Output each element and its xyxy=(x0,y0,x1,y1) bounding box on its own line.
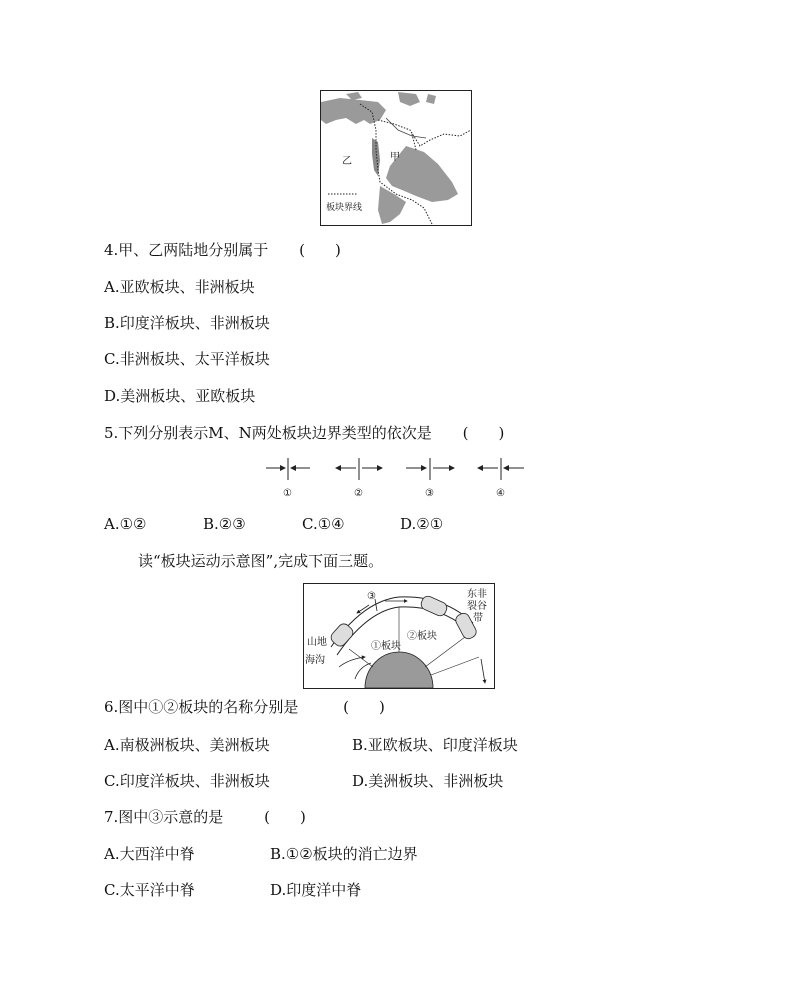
question-5-blank: ( ) xyxy=(462,424,505,442)
question-6-option-d: D.美洲板块、非洲板块 xyxy=(352,772,504,790)
boundary-label-1: ① xyxy=(283,488,292,499)
question-7-text: 7.图中③示意的是 xyxy=(104,808,224,826)
question-7-blank: ( ) xyxy=(264,808,306,826)
plate-motion-figure xyxy=(303,583,495,689)
boundary-label-3: ③ xyxy=(425,488,434,499)
question-6-text: 6.图中①②板块的名称分别是 xyxy=(104,698,299,716)
fig2-label-rift-3: 带 xyxy=(473,613,483,624)
question-5-text: 5.下列分别表示M、N两处板块边界类型的依次是 xyxy=(104,424,432,442)
question-4-option-d: D.美洲板块、亚欧板块 xyxy=(104,387,256,405)
fig2-label-3: ③ xyxy=(367,591,376,602)
map-label-jia: 甲 xyxy=(390,152,400,163)
question-5-option-a: A.①② xyxy=(104,515,147,533)
map-label-yi: 乙 xyxy=(342,156,352,167)
fig2-label-plate2: ②板块 xyxy=(407,631,437,642)
fig2-label-mountain: 山地 xyxy=(307,637,327,648)
fig2-label-rift-2: 裂谷 xyxy=(467,601,487,612)
question-7-option-a: A.大西洋中脊 xyxy=(104,845,195,863)
question-6-stem xyxy=(104,697,385,717)
question-6-option-a: A.南极洲板块、美洲板块 xyxy=(104,736,270,754)
question-7-option-b: B.①②板块的消亡边界 xyxy=(270,845,418,863)
question-5-option-c: C.①④ xyxy=(302,515,345,533)
question-6-option-c: C.印度洋板块、非洲板块 xyxy=(104,772,270,790)
question-6-option-b: B.亚欧板块、印度洋板块 xyxy=(352,736,518,754)
question-5-option-b: B.②③ xyxy=(203,515,246,533)
question-4-option-b: B.印度洋板块、非洲板块 xyxy=(104,314,270,332)
question-4-text: 4.甲、乙两陆地分别属于 xyxy=(104,241,269,259)
reading-intro: 读“板块运动示意图”,完成下面三题。 xyxy=(138,552,384,570)
question-5-stem xyxy=(104,423,504,443)
fig2-label-rift-1: 东非 xyxy=(467,589,487,600)
question-4-blank: ( ) xyxy=(299,241,341,259)
question-4-option-c: C.非洲板块、太平洋板块 xyxy=(104,350,270,368)
question-7-option-c: C.太平洋中脊 xyxy=(104,881,195,899)
question-6-blank: ( ) xyxy=(343,698,385,716)
boundary-diagrams xyxy=(262,456,532,504)
question-7-option-d: D.印度洋中脊 xyxy=(270,881,362,899)
question-4-option-a: A.亚欧板块、非洲板块 xyxy=(104,278,255,296)
question-4-stem xyxy=(104,240,341,260)
fig2-label-plate1: ①板块 xyxy=(371,641,401,652)
map-legend-label: 板块界线 xyxy=(326,203,363,213)
map-figure xyxy=(320,90,472,226)
question-7-stem xyxy=(104,807,306,827)
boundary-label-2: ② xyxy=(354,488,363,499)
fig2-label-trench: 海沟 xyxy=(305,655,325,666)
question-5-option-d: D.②① xyxy=(400,515,444,533)
boundary-label-4: ④ xyxy=(496,488,505,499)
boundary-arrows-svg xyxy=(262,456,532,488)
